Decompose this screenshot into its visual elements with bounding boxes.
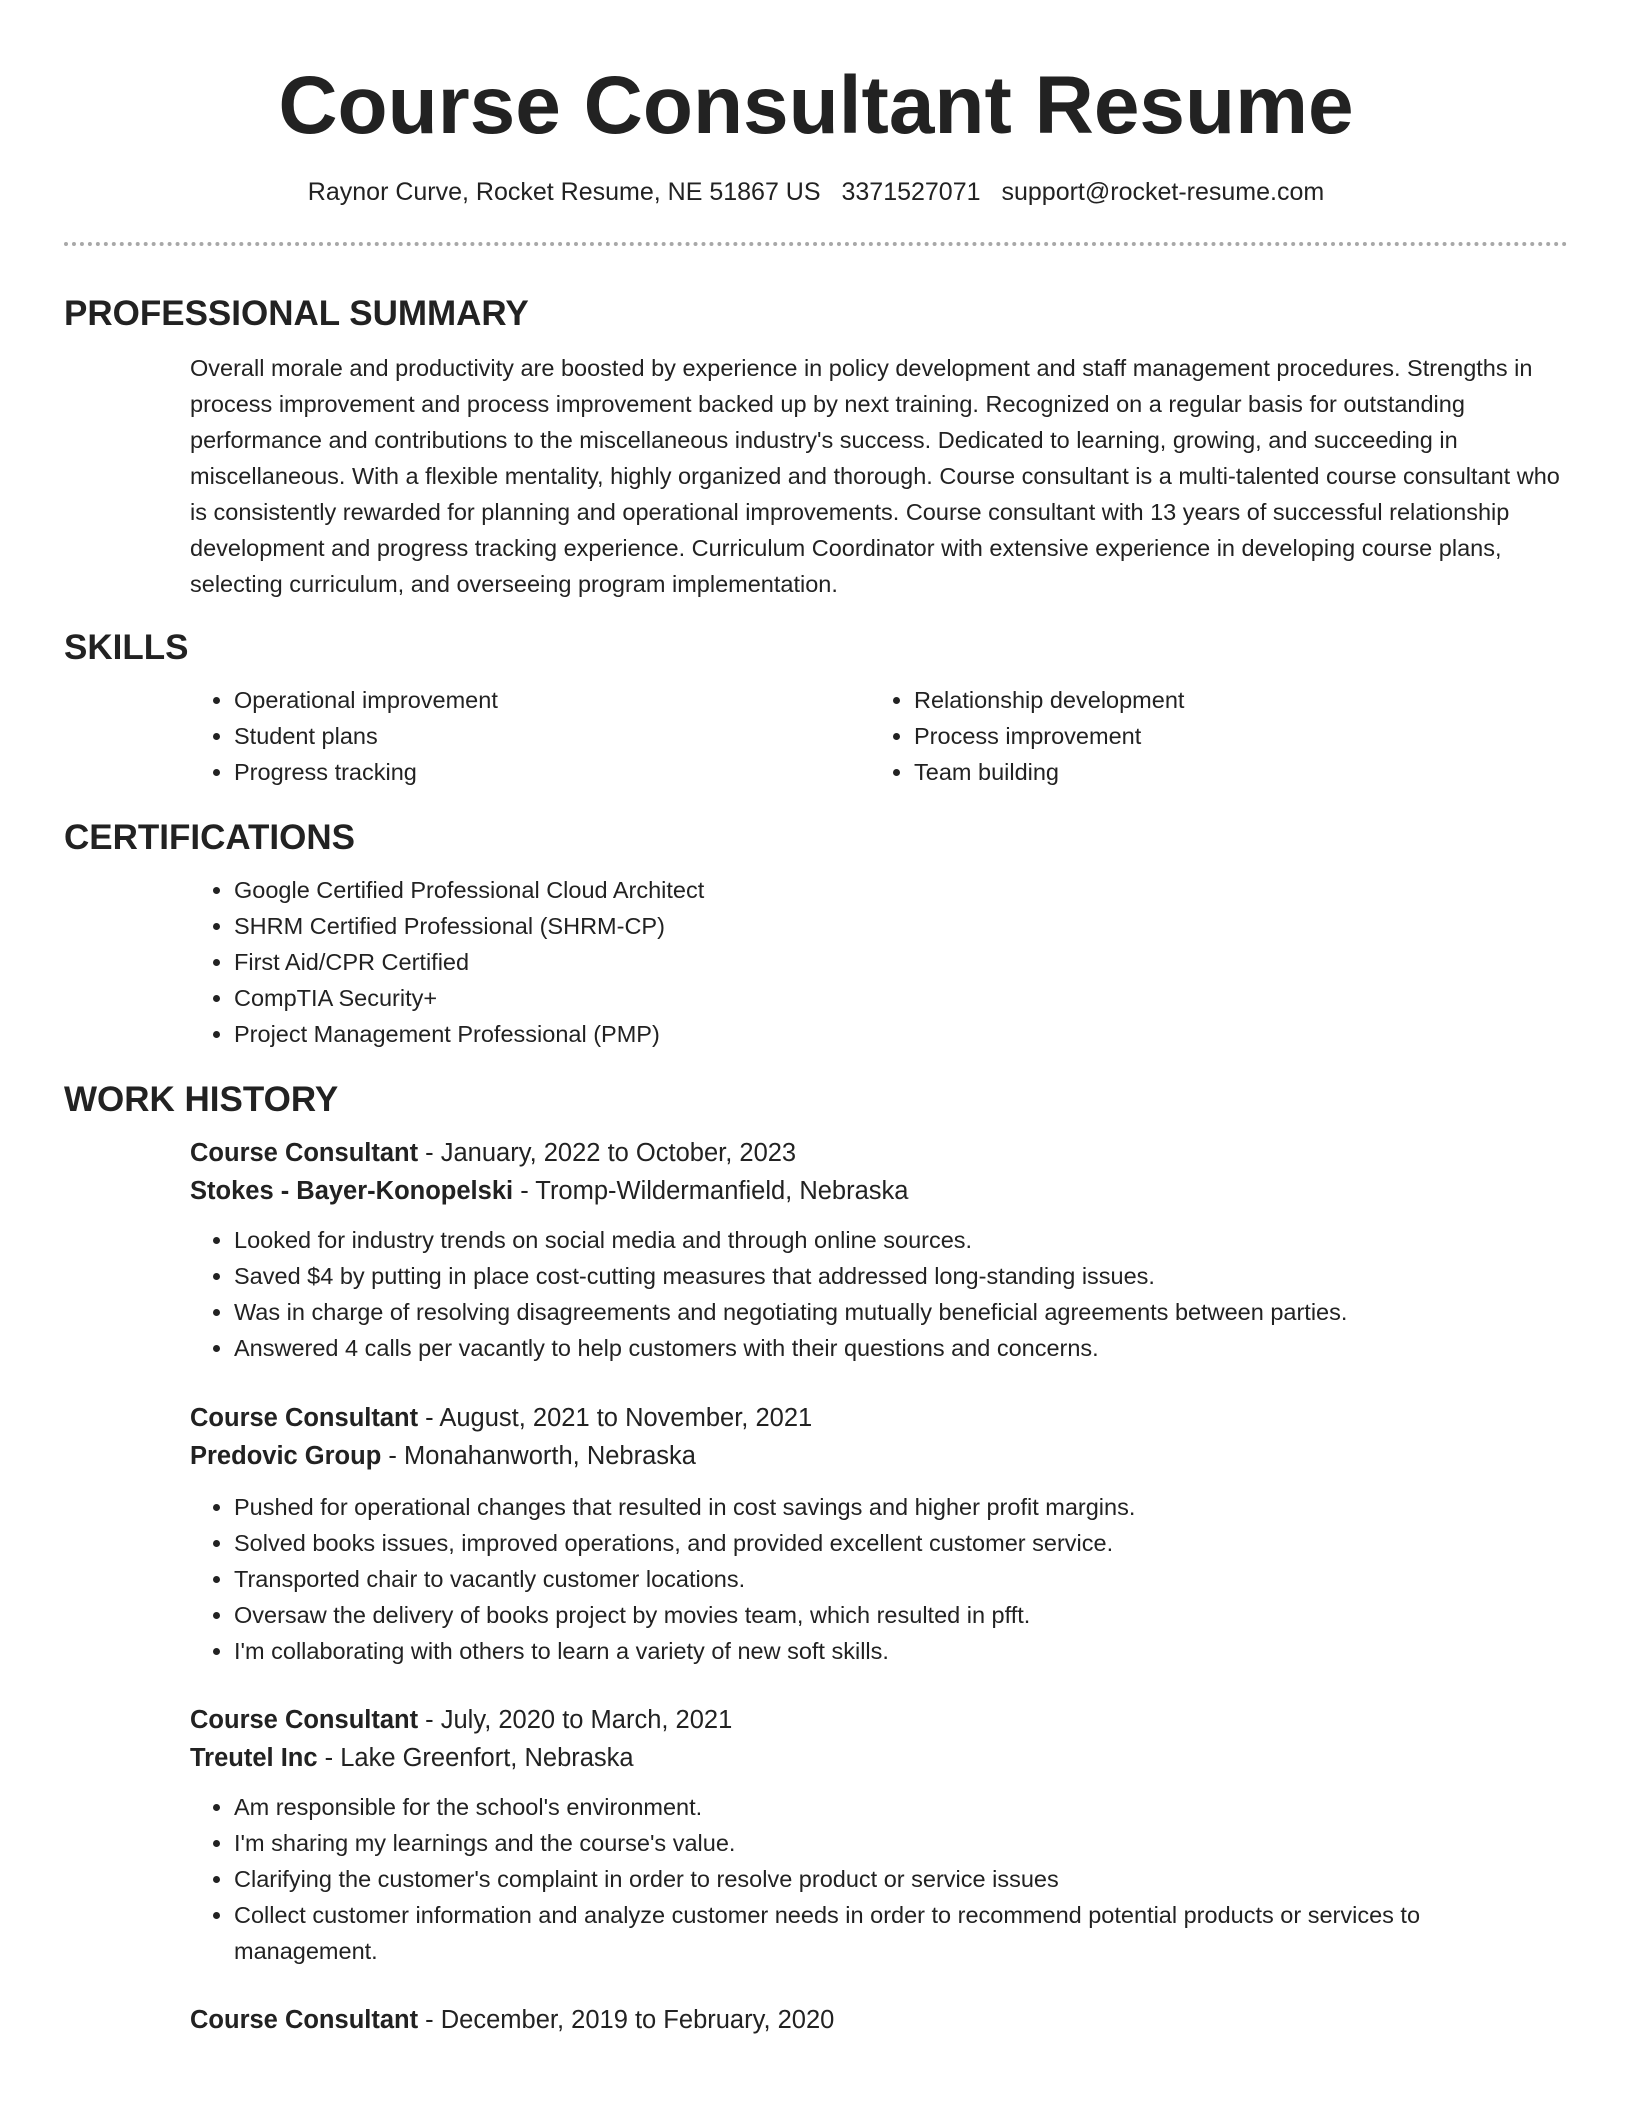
job-company-line bbox=[190, 1739, 1568, 1777]
job-title-line bbox=[190, 1399, 1568, 1437]
job-company: Predovic Group bbox=[190, 1442, 382, 1470]
job-duty: • Collect customer information and analyze customer needs in order to recommend potential products or services to management. bbox=[234, 1897, 1568, 1969]
work-history-heading: WORK HISTORY bbox=[64, 1080, 339, 1119]
skills-section bbox=[64, 626, 1568, 790]
job-duties bbox=[190, 1789, 1568, 1969]
certification-item: • First Aid/CPR Certified bbox=[234, 944, 1568, 980]
job-duty: • I'm sharing my learnings and the course's value. bbox=[234, 1825, 1568, 1861]
skills-heading: SKILLS bbox=[64, 628, 189, 667]
job-duty: • Am responsible for the school's environment. bbox=[234, 1789, 1568, 1825]
header-divider bbox=[64, 242, 1568, 246]
summary-heading: PROFESSIONAL SUMMARY bbox=[64, 294, 529, 333]
job-company: Stokes - Bayer-Konopelski bbox=[190, 1177, 514, 1205]
skill-item: • Process improvement bbox=[914, 718, 1550, 754]
job-duty: • I'm collaborating with others to learn a variety of new soft skills. bbox=[234, 1633, 1568, 1669]
certification-item: • CompTIA Security+ bbox=[234, 980, 1568, 1016]
certification-item: • SHRM Certified Professional (SHRM-CP) bbox=[234, 908, 1568, 944]
job-duty: • Pushed for operational changes that resulted in cost savings and higher profit margins. bbox=[234, 1489, 1568, 1525]
summary-section bbox=[64, 292, 1568, 602]
job-duty: • Was in charge of resolving disagreements and negotiating mutually beneficial agreements between parties. bbox=[234, 1294, 1568, 1330]
job-company-line bbox=[190, 1172, 1568, 1210]
skill-item: • Relationship development bbox=[914, 682, 1550, 718]
job-duty: • Looked for industry trends on social media and through online sources. bbox=[234, 1222, 1568, 1258]
job-dates: - January, 2022 to October, 2023 bbox=[418, 1139, 797, 1167]
job-company: Treutel Inc bbox=[190, 1744, 318, 1772]
job-location: - Lake Greenfort, Nebraska bbox=[317, 1744, 634, 1772]
job-dates: - December, 2019 to February, 2020 bbox=[418, 2006, 835, 2034]
job-entry bbox=[190, 1134, 1568, 1366]
job-duty: • Oversaw the delivery of books project by movies team, which resulted in pfft. bbox=[234, 1597, 1568, 1633]
skill-item: • Team building bbox=[914, 754, 1550, 790]
job-duty: • Solved books issues, improved operations, and provided excellent customer service. bbox=[234, 1525, 1568, 1561]
certifications-heading: CERTIFICATIONS bbox=[64, 818, 356, 857]
job-company-line bbox=[190, 1437, 1568, 1475]
job-duty: • Transported chair to vacantly customer locations. bbox=[234, 1561, 1568, 1597]
job-title-line bbox=[190, 2001, 1568, 2039]
job-dates: - July, 2020 to March, 2021 bbox=[418, 1706, 733, 1734]
certification-item: • Project Management Professional (PMP) bbox=[234, 1016, 1568, 1052]
job-duty: • Saved $4 by putting in place cost-cutting measures that addressed long-standing issues. bbox=[234, 1258, 1568, 1294]
job-title: Course Consultant bbox=[190, 1404, 419, 1432]
skills-column-right bbox=[870, 682, 1550, 790]
job-entry bbox=[190, 1399, 1568, 1669]
job-title: Course Consultant bbox=[190, 1706, 419, 1734]
skill-item: • Student plans bbox=[234, 718, 870, 754]
certifications-list bbox=[190, 872, 1568, 1052]
job-dates: - August, 2021 to November, 2021 bbox=[418, 1404, 813, 1432]
job-entry bbox=[190, 1701, 1568, 1969]
job-title: Course Consultant bbox=[190, 2006, 419, 2034]
resume-title: Course Consultant Resume bbox=[278, 60, 1354, 151]
work-history-section bbox=[64, 1078, 1568, 2039]
skill-item: • Progress tracking bbox=[234, 754, 870, 790]
contact-address: Raynor Curve, Rocket Resume, NE 51867 US bbox=[307, 178, 821, 206]
job-duties bbox=[190, 1222, 1568, 1366]
summary-text: Overall morale and productivity are boosted by experience in policy development and staff management procedures. Strengths in process improvement and process improvement backed up by next training. Recognized on a regular basis for outstanding performance and contributions to the miscellaneous industry's success. Dedicated to learning, growing, and succeeding in miscellaneous. With a flexible mentality, highly organized and thorough. Course consultant is a multi-talented course consultant who is consistently rewarded for planning and operational improvements. Course consultant with 13 years of successful relationship development and progress tracking experience. Curriculum Coordinator with extensive experience in developing course plans, selecting curriculum, and overseeing program implementation. bbox=[190, 355, 1560, 597]
skills-list bbox=[190, 682, 1568, 790]
job-title: Course Consultant bbox=[190, 1139, 419, 1167]
job-title-line bbox=[190, 1701, 1568, 1739]
skill-item: • Operational improvement bbox=[234, 682, 870, 718]
job-duties bbox=[190, 1489, 1568, 1669]
job-duty: • Clarifying the customer's complaint in order to resolve product or service issues bbox=[234, 1861, 1568, 1897]
contact-phone: 3371527071 bbox=[841, 178, 981, 206]
skills-column-left bbox=[190, 682, 870, 790]
certifications-section bbox=[64, 816, 1568, 1052]
job-title-line bbox=[190, 1134, 1568, 1172]
job-duty: • Answered 4 calls per vacantly to help customers with their questions and concerns. bbox=[234, 1330, 1568, 1366]
contact-line bbox=[64, 174, 1568, 210]
job-location: - Monahanworth, Nebraska bbox=[381, 1442, 696, 1470]
job-location: - Tromp-Wildermanfield, Nebraska bbox=[513, 1177, 909, 1205]
job-entry bbox=[190, 2001, 1568, 2039]
contact-email[interactable]: support@rocket-resume.com bbox=[1001, 178, 1325, 206]
certification-item: • Google Certified Professional Cloud Architect bbox=[234, 872, 1568, 908]
